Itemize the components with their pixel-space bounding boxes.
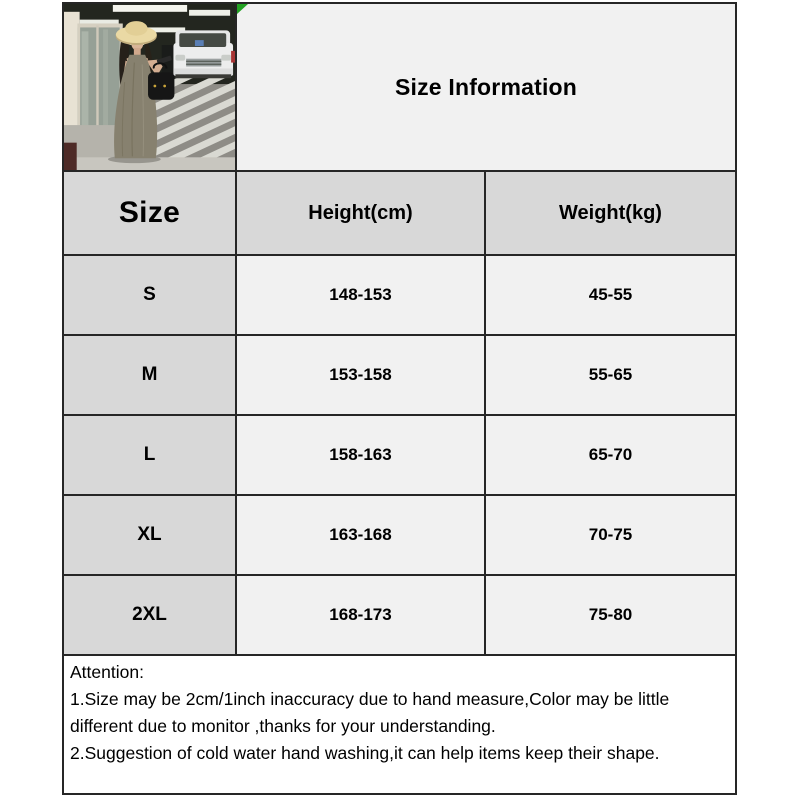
row-l-size: L (64, 416, 237, 496)
row-l-weight: 65-70 (486, 416, 735, 496)
tail-light (231, 51, 235, 63)
row-s-size: S (64, 256, 237, 336)
page-title: Size Information (394, 73, 578, 100)
row-m-size: M (64, 336, 237, 416)
column-header-height: Height(cm) (237, 172, 486, 256)
attention-note (64, 656, 735, 793)
row-2xl-size: 2XL (64, 576, 237, 656)
red-floor-marking (64, 143, 77, 170)
column-header-size: Size (64, 172, 237, 256)
row-s-height: 148-153 (237, 256, 486, 336)
title-cell (237, 4, 735, 172)
row-xl-weight: 70-75 (486, 496, 735, 576)
row-xl-size: XL (64, 496, 237, 576)
wall-panel (64, 12, 80, 129)
row-l-height: 158-163 (237, 416, 486, 496)
row-2xl-weight: 75-80 (486, 576, 735, 656)
size-chart-table (62, 2, 737, 795)
column-header-weight: Weight(kg) (486, 172, 735, 256)
product-photo-illustration (64, 4, 235, 170)
attention-line-1: 1.Size may be 2cm/1inch inaccuracy due to hand measure,Color may be little (70, 689, 670, 709)
row-2xl-height: 168-173 (237, 576, 486, 656)
attention-line-3: 2.Suggestion of cold water hand washing,it can help items keep their shape. (70, 743, 660, 763)
row-xl-height: 163-168 (237, 496, 486, 576)
row-s-weight: 45-55 (486, 256, 735, 336)
cell-corner-flag-icon (237, 4, 248, 14)
product-photo (64, 4, 237, 172)
attention-line-2: different due to monitor ,thanks for your understanding. (70, 716, 496, 736)
row-m-height: 153-158 (237, 336, 486, 416)
row-m-weight: 55-65 (486, 336, 735, 416)
attention-heading: Attention: (70, 662, 144, 682)
